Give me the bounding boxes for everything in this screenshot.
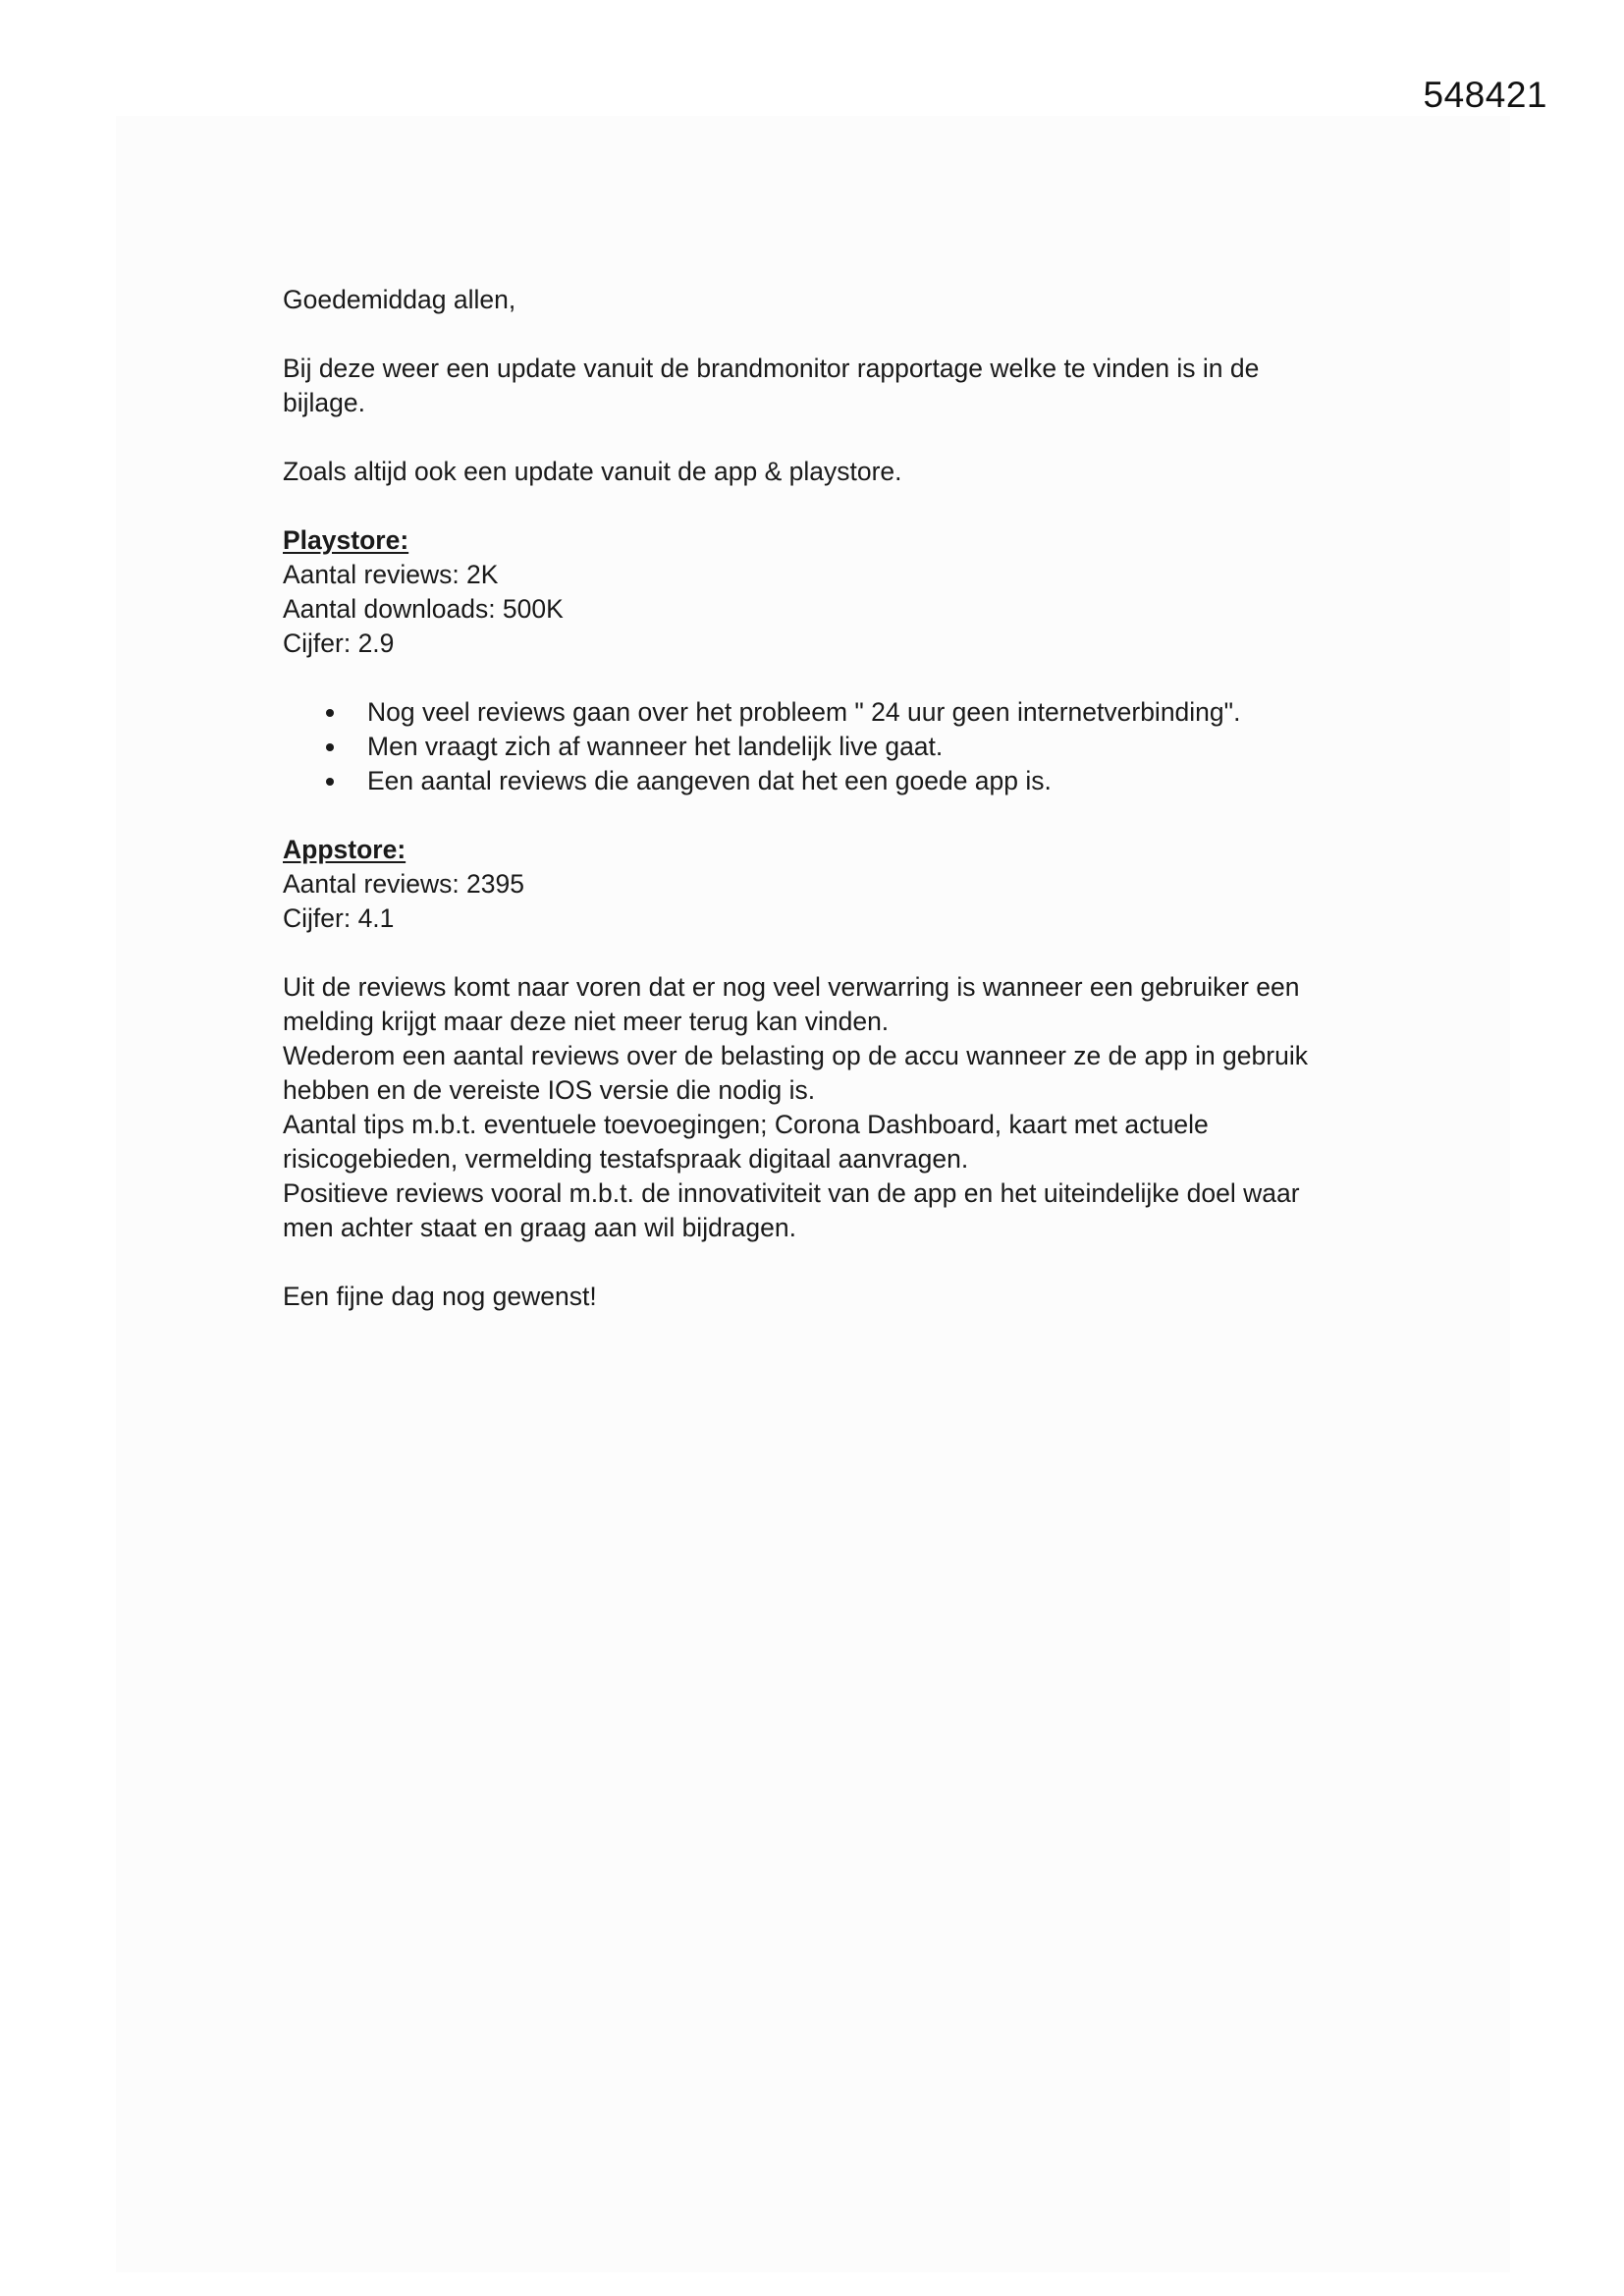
paragraph-gap (283, 420, 1324, 455)
greeting: Goedemiddag allen, (283, 285, 516, 314)
letter-body (283, 283, 1324, 1314)
bullet-icon (326, 709, 334, 717)
appstore-line: Uit de reviews komt naar voren dat er nog veel verwarring is wanneer een gebruiker een (283, 972, 1300, 1002)
playstore-bullet-list (283, 695, 1324, 798)
playstore-heading: Playstore: (283, 525, 409, 555)
bullet-icon (326, 743, 334, 751)
appstore-line: risicogebieden, vermelding testafspraak digitaal aanvragen. (283, 1144, 969, 1174)
intro-line: bijlage. (283, 388, 365, 417)
bullet-icon (326, 778, 334, 786)
paragraph-gap (283, 317, 1324, 352)
appstore-line: Positieve reviews vooral m.b.t. de innovativiteit van de app en het uiteindelijke doel waar (283, 1178, 1300, 1208)
appstore-reviews: Aantal reviews: 2395 (283, 869, 525, 899)
intro-line: Bij deze weer een update vanuit de brandmonitor rapportage welke te vinden is in de (283, 354, 1260, 383)
appstore-line: men achter staat en graag aan wil bijdragen. (283, 1213, 796, 1242)
list-item-text: Men vraagt zich af wanneer het landelijk live gaat. (367, 732, 944, 761)
playstore-rating: Cijfer: 2.9 (283, 629, 395, 658)
list-item (283, 764, 1324, 798)
document-number: 548421 (1423, 75, 1547, 115)
paragraph-gap (283, 798, 1324, 833)
appstore-line: hebben en de vereiste IOS versie die nodig is. (283, 1075, 816, 1105)
appstore-line: Wederom een aantal reviews over de belasting op de accu wanneer ze de app in gebruik (283, 1041, 1308, 1070)
playstore-reviews: Aantal reviews: 2K (283, 560, 499, 589)
appstore-line: Aantal tips m.b.t. eventuele toevoegingen; Corona Dashboard, kaart met actuele (283, 1110, 1209, 1139)
update-line: Zoals altijd ook een update vanuit de app & playstore. (283, 457, 902, 486)
playstore-downloads: Aantal downloads: 500K (283, 594, 564, 624)
appstore-line: melding krijgt maar deze niet meer terug kan vinden. (283, 1007, 890, 1036)
list-item-text: Nog veel reviews gaan over het probleem " 24 uur geen internetverbinding". (367, 697, 1241, 727)
paragraph-gap (283, 489, 1324, 523)
list-item (283, 695, 1324, 730)
list-item-text: Een aantal reviews die aangeven dat het een goede app is. (367, 766, 1052, 795)
paragraph-gap (283, 1245, 1324, 1280)
list-item (283, 730, 1324, 764)
closing-line: Een fijne dag nog gewenst! (283, 1282, 597, 1311)
appstore-heading: Appstore: (283, 835, 406, 864)
appstore-rating: Cijfer: 4.1 (283, 903, 395, 933)
paragraph-gap (283, 936, 1324, 970)
paragraph-gap (283, 661, 1324, 695)
